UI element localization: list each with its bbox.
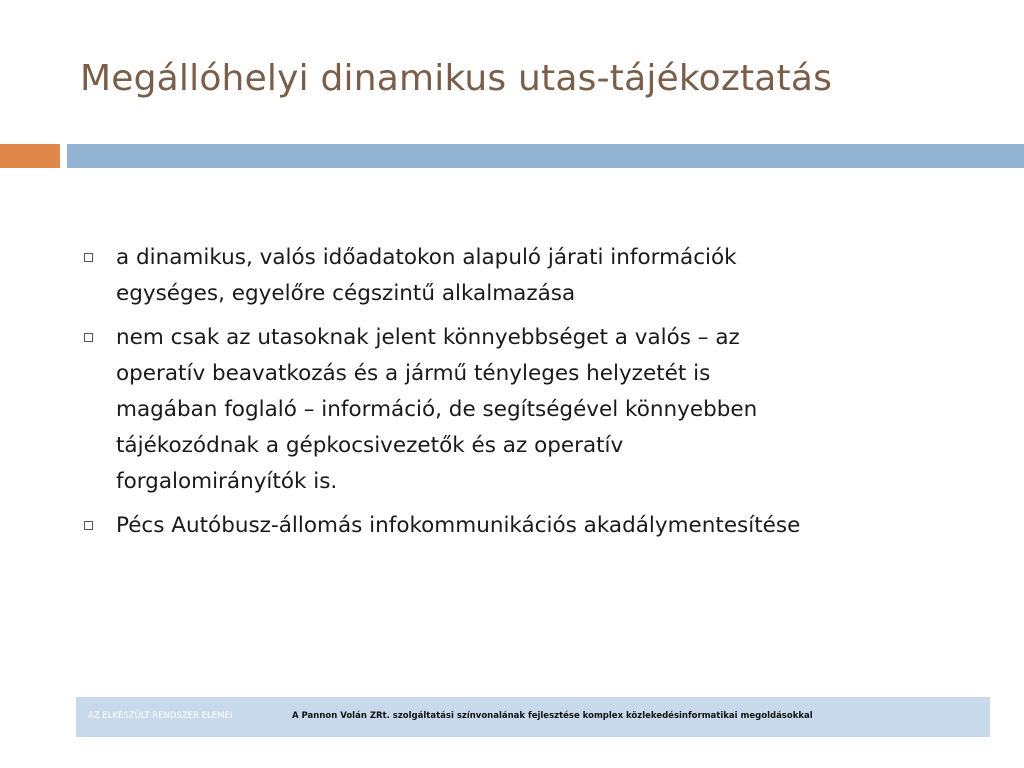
accent-bar-blue <box>67 144 1024 168</box>
slide-title: Megállóhelyi dinamikus utas-tájékoztatás <box>80 58 833 99</box>
accent-bar-orange <box>0 144 60 168</box>
bullet-line: egységes, egyelőre cégszintű alkalmazása <box>116 281 576 306</box>
bullet-line: operatív beavatkozás és a jármű tényleges helyzetét is <box>116 361 711 386</box>
bullet-line: nem csak az utasoknak jelent könnyebbséget a valós – az <box>116 325 740 350</box>
bullet-item <box>80 320 970 500</box>
bullet-line: a dinamikus, valós időadatokon alapuló járati információk <box>116 245 737 270</box>
footer-bar <box>76 697 990 737</box>
square-bullet-icon <box>84 333 93 342</box>
footer-project-title: A Pannon Volán ZRt. szolgáltatási színvonalának fejlesztése komplex közlekedésinformatikai megoldásokkal <box>292 711 813 721</box>
bullet-line: Pécs Autóbusz-állomás infokommunikációs akadálymentesítése <box>116 513 801 538</box>
bullet-item <box>80 508 970 544</box>
bullet-list <box>80 240 970 552</box>
bullet-item <box>80 240 970 312</box>
bullet-line: tájékozódnak a gépkocsivezetők és az operatív <box>116 433 624 458</box>
bullet-line: forgalomirányítók is. <box>116 469 338 494</box>
bullet-line: magában foglaló – információ, de segítségével könnyebben <box>116 397 758 422</box>
square-bullet-icon <box>84 253 93 262</box>
square-bullet-icon <box>84 521 93 530</box>
footer-section-label: AZ ELKÉSZÜLT RENDSZER ELEMEI <box>88 711 233 721</box>
